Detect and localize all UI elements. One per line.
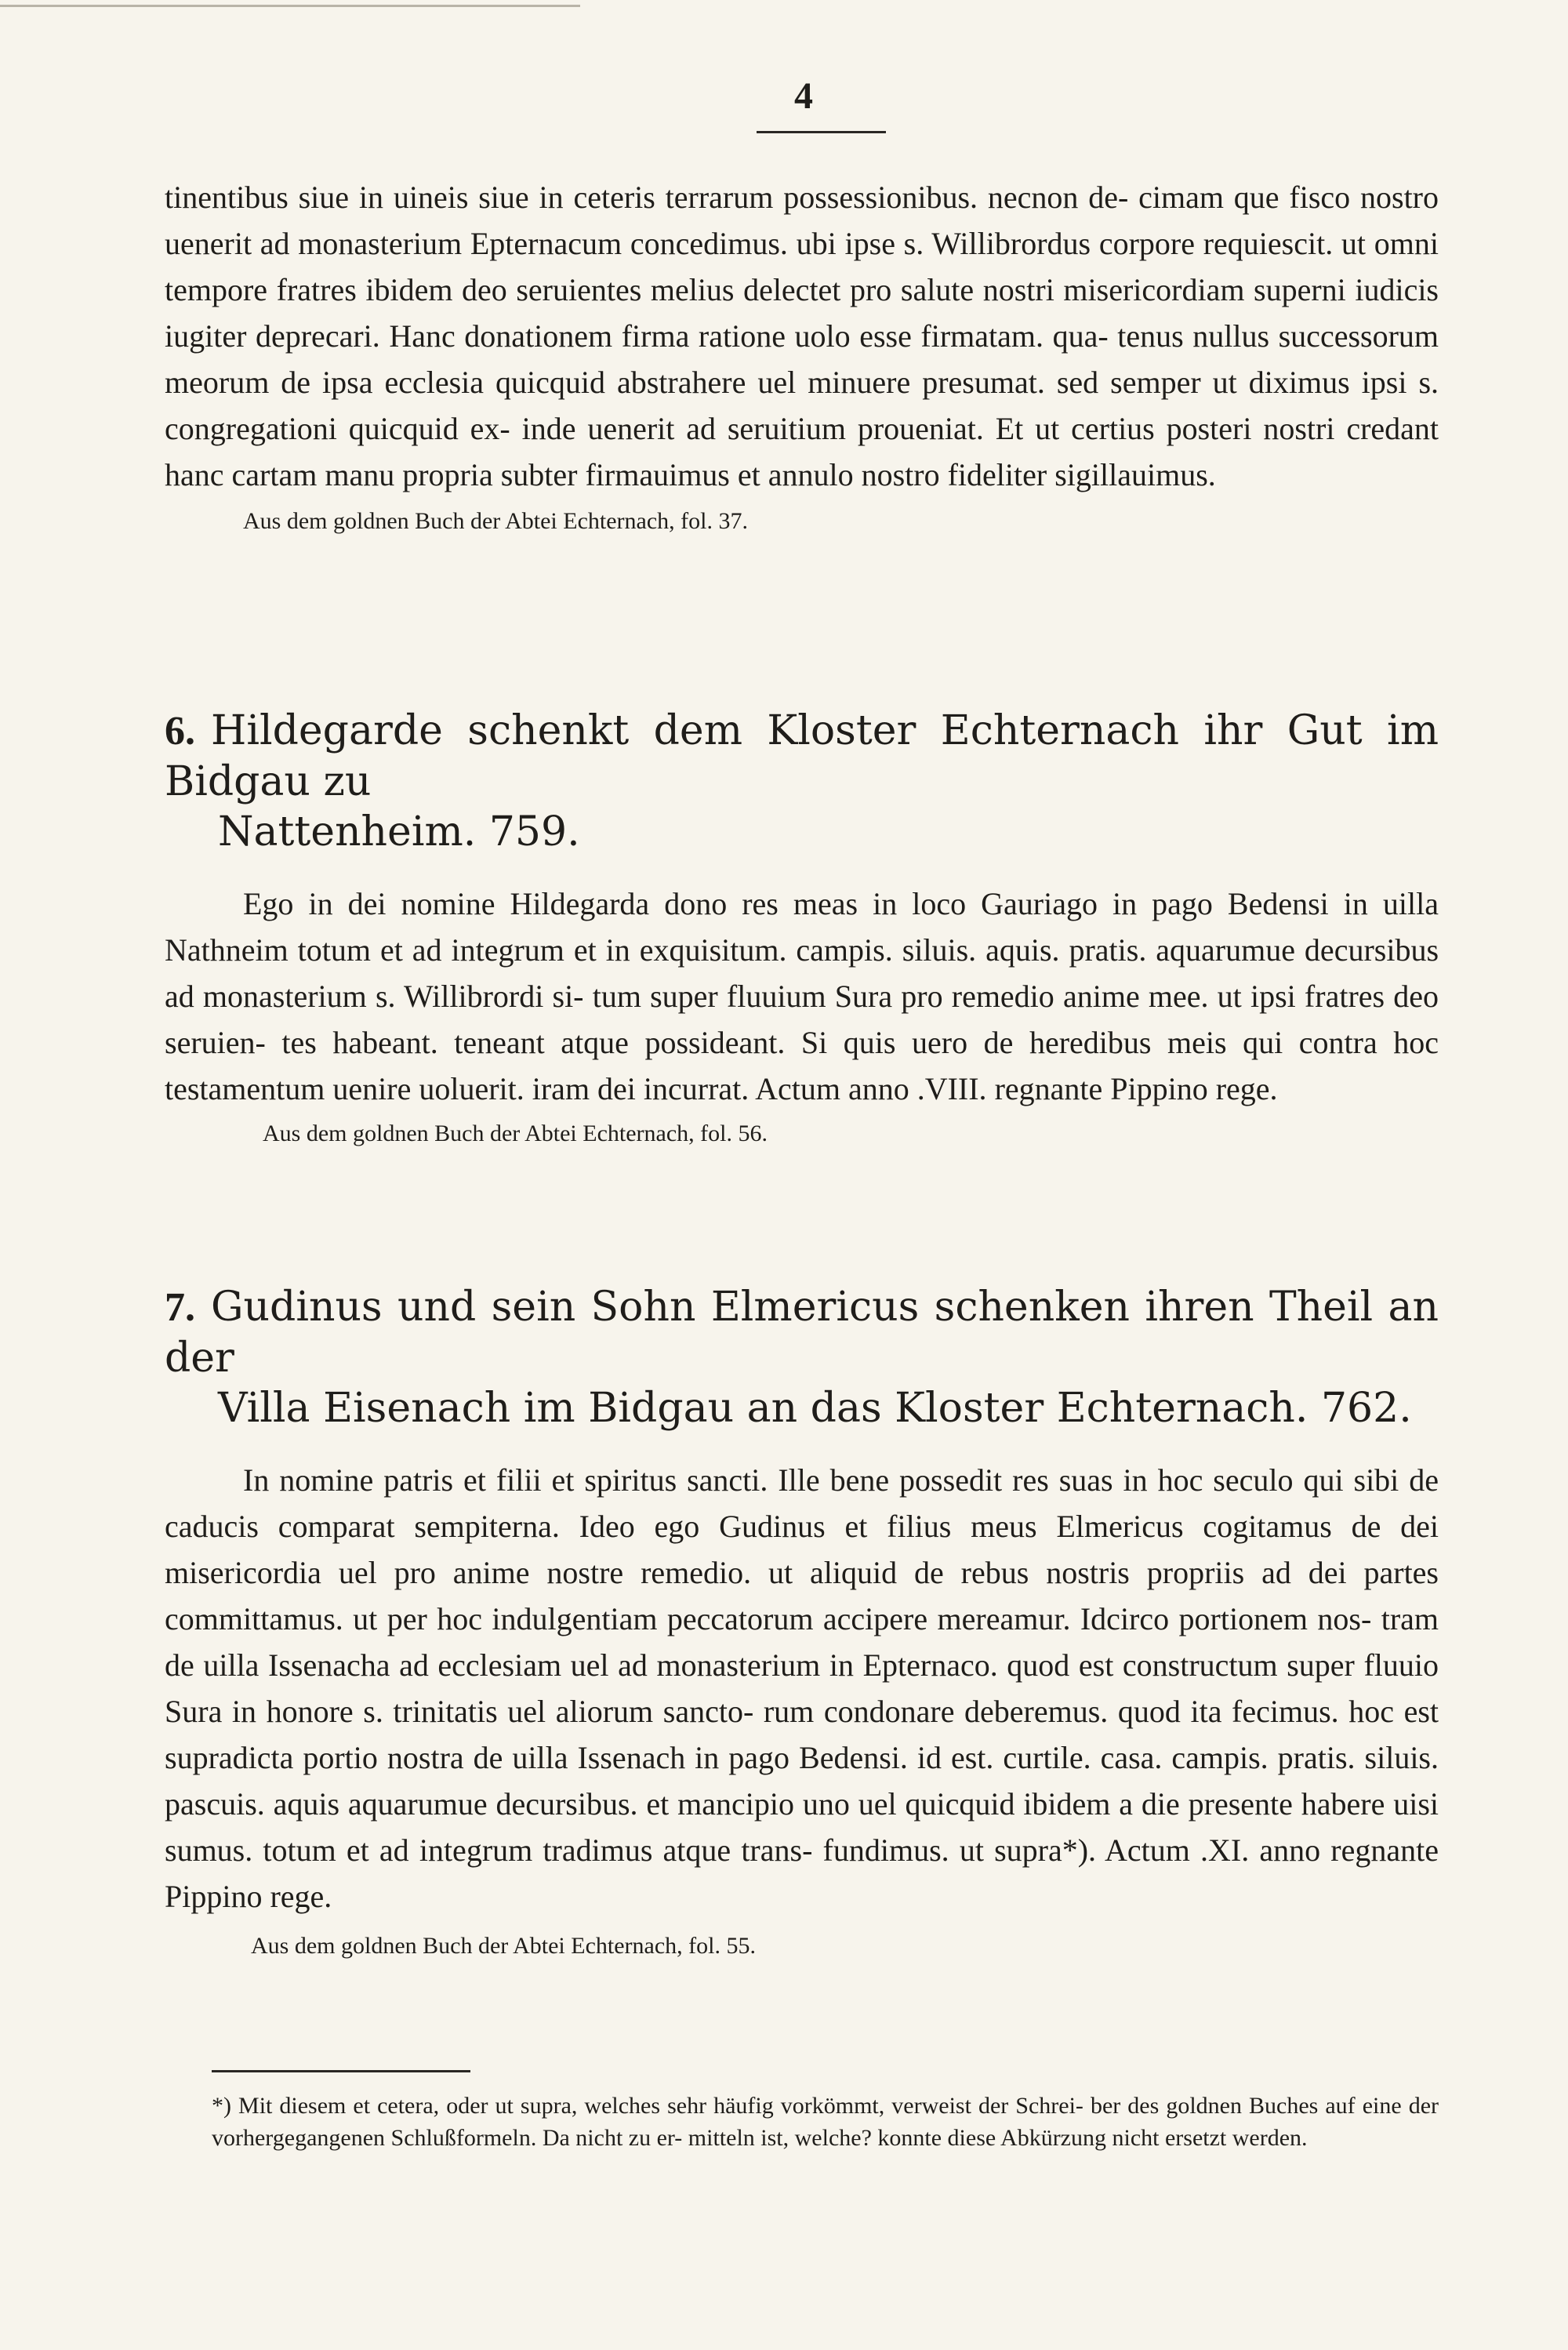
text-line: cimam que fisco nostro uenerit ad monasterium Epternacum concedimus. ubi	[165, 180, 1439, 261]
text-line: In nomine patris et filii et spiritus sancti. Ille bene possedit res suas	[243, 1462, 1113, 1498]
text-line: cartam manu propria subter firmauimus et annulo nostro fideliter sigillauimus.	[231, 457, 1216, 492]
heading-line: Nattenheim. 759.	[218, 808, 580, 855]
text-line: regnante Pippino rege.	[994, 1071, 1278, 1106]
charter-7	[165, 1282, 1439, 1962]
text-line: est constructum super fluuio Sura in honore s. trinitatis uel aliorum sancto-	[165, 1647, 1439, 1729]
source-note: Aus dem goldnen Buch der Abtei Echternach, fol. 37.	[243, 508, 749, 534]
text-line: per hoc indulgentiam peccatorum accipere mereamur. Idcirco portionem nos-	[387, 1601, 1372, 1636]
text-line: contra hoc testamentum uenire uoluerit. iram dei incurrat. Actum anno .VIII.	[165, 1025, 1439, 1106]
text-line: de uilla Issenach in pago Bedensi. id est. curtile. casa. campis. pratis. siluis.	[473, 1740, 1439, 1775]
charter-heading	[165, 1282, 1439, 1433]
page-number-rule	[757, 131, 886, 133]
text-line: in hoc seculo qui sibi de caducis comparat sempiterna. Ideo ego Gudinus	[165, 1462, 1439, 1544]
text-line: tes habeant. teneant atque possideant. Si quis uero de heredibus meis qui	[281, 1025, 1283, 1060]
text-line: seruientes melius delectet pro salute nostri misericordiam superni iudicis	[516, 272, 1439, 307]
continuation-paragraph	[165, 174, 1439, 498]
source-note: Aus dem goldnen Buch der Abtei Echternach, fol. 56.	[263, 1121, 768, 1146]
heading-line: Hildegarde schenkt dem Kloster Echternach ihr Gut im Bidgau zu	[165, 707, 1439, 805]
text-line: pascuis. aquis aquarumue decursibus. et mancipio uno uel quicquid ibidem a	[165, 1786, 1134, 1822]
text-line: tinentibus siue in uineis siue in ceteris terrarum possessionibus. necnon de-	[165, 180, 1129, 215]
page-number: 4	[794, 75, 813, 117]
text-line: rum condonare deberemus. quod ita fecimus. hoc est supradicta portio nostra	[165, 1694, 1439, 1775]
text-line: minuere presumat. sed semper ut diximus ipsi s. congregationi quicquid ex-	[165, 365, 1439, 446]
footnote-rule	[212, 2070, 470, 2072]
text-line: remedio. ut aliquid de rebus nostris propriis ad dei partes committamus. ut	[165, 1555, 1439, 1636]
text-line: tram de uilla Issenacha ad ecclesiam uel ad monasterium in Epternaco. quod	[165, 1601, 1439, 1683]
charter-heading	[165, 706, 1439, 857]
footnote-line: *) Mit diesem et cetera, oder ut supra, welches sehr häufig vorkömmt, verweist der Schrei-	[212, 2093, 1083, 2119]
top-edge-rule	[0, 5, 580, 7]
text-line: tum super fluuium Sura pro remedio anime mee. ut ipsi fratres deo seruien-	[165, 979, 1439, 1060]
text-line: tenus nullus successorum meorum de ipsa ecclesia quicquid abstrahere uel	[165, 318, 1439, 400]
text-line: ipse s. Willibrordus corpore requiescit. ut omni tempore fratres ibidem deo	[165, 226, 1439, 307]
text-line: iugiter deprecari. Hanc donationem firma ratione uolo esse firmatam. qua-	[165, 318, 1109, 354]
charter-text	[165, 881, 1439, 1112]
heading-line: Gudinus und sein Sohn Elmericus schenken ihren Theil an der	[165, 1284, 1439, 1382]
source-note: Aus dem goldnen Buch der Abtei Echternach, fol. 55.	[251, 1933, 757, 1959]
heading-line: Villa Eisenach im Bidgau an das Kloster Echternach. 762.	[218, 1385, 1412, 1432]
text-line: et filius meus Elmericus cogitamus de dei misericordia uel pro anime nostre	[165, 1509, 1439, 1590]
charter-number: 6.	[165, 709, 195, 754]
footnote-line: ber des goldnen Buches auf eine der vorhergegangenen Schlußformeln. Da nicht zu er-	[212, 2093, 1439, 2151]
footnote-text	[212, 2090, 1439, 2154]
charter-text	[165, 1457, 1439, 1920]
text-line: Ego in dei nomine Hildegarda dono res meas in loco Gauriago in pago	[243, 886, 1213, 921]
footnote-line: mitteln ist, welche? konnte diese Abkürzung nicht ersetzt werden.	[688, 2125, 1308, 2151]
text-line: Bedensi in uilla Nathneim totum et ad integrum et in exquisitum. campis.	[165, 886, 1439, 968]
text-line: die presente habere uisi sumus. totum et ad integrum tradimus atque trans-	[165, 1786, 1439, 1868]
charter-6	[165, 706, 1439, 1150]
footnote	[212, 2090, 1439, 2154]
continuation-block	[165, 174, 1439, 537]
charter-number: 7.	[165, 1285, 195, 1330]
text-line: siluis. aquis. pratis. aquarumue decursibus ad monasterium s. Willibrordi si-	[165, 932, 1439, 1014]
text-line: fundimus. ut supra*). Actum .XI. anno regnante Pippino rege.	[165, 1832, 1439, 1914]
text-line: inde uenerit ad seruitium proueniat. Et ut certius posteri nostri credant hanc	[165, 411, 1439, 492]
